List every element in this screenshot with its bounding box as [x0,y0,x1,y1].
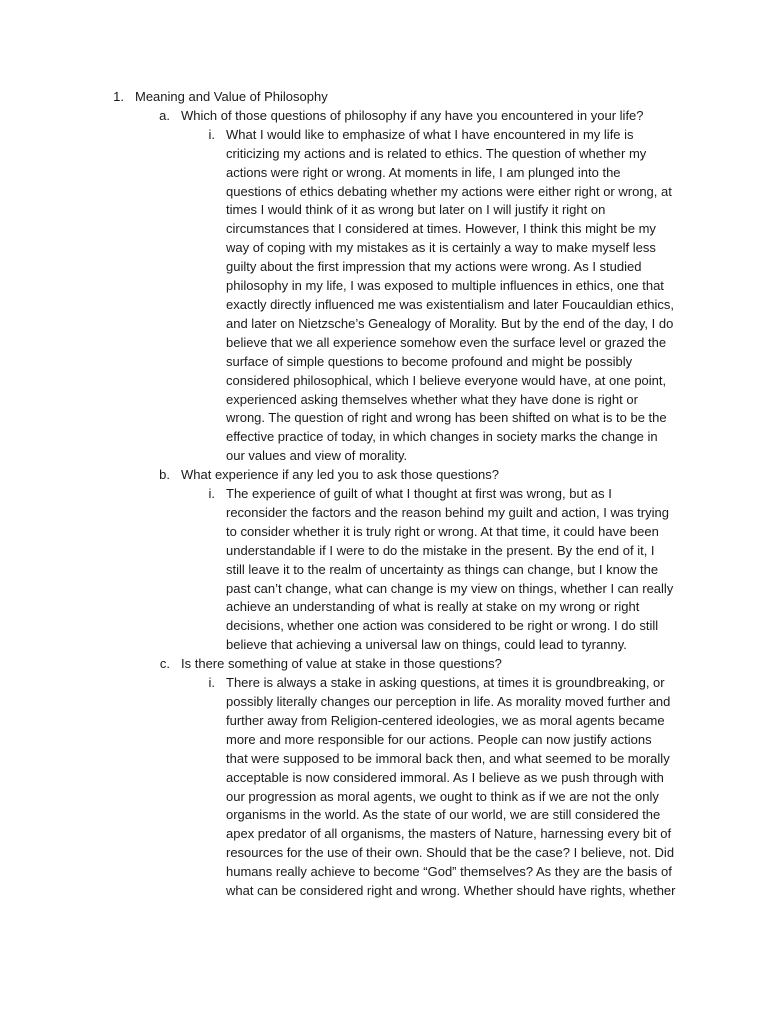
document-page [0,88,768,901]
answer-text: What I would like to emphasize of what I have encountered in my life is criticizing my actions and is related to ethics. The question of whether my actions were right or wrong. At moments in life, I am plunged into the questions of ethics debating whether my actions were either right or wrong, at times I would think of it as wrong but later on I will justify it right on circumstances that I considered at times. However, I think this might be my way of coping with my mistakes as it is certainly a way to make myself less guilty about the first impression that my actions were wrong. As I studied philosophy in my life, I was exposed to multiple influences in ethics, one that exactly directly influenced me was existentialism and later Foucauldian ethics, and later on Nietzsche’s Genealogy of Morality. But by the end of the day, I do believe that we all experience somehow even the surface level or grazed the surface of simple questions to become profound and might be possibly considered philosophical, which I believe everyone would have, at one point, experienced asking themselves whether what they have done is right or wrong. The question of right and wrong has been shifted on what is to be the effective practice of today, in which changes in society marks the change in our values and view of morality. [226,126,674,464]
answer-text: There is always a stake in asking questions, at times it is groundbreaking, or possibly literally changes our perception in life. As morality moved further and further away from Religion-centered ideologies, we as moral agents became more and more responsible for our actions. People can now justify actions that were supposed to be immoral back then, and what seemed to be morally acceptable is now considered immoral. As I believe as we push through with our progression as moral agents, we ought to think as if we are not the only organisms in the world. As the state of our world, we are still considered the apex predator of all organisms, the masters of Nature, harnessing every bit of resources for the use of their own. Should that be the case? I believe, not. Did humans really achieve to become “God” themselves? As they are the basis of what can be considered right and wrong. Whether should have rights, whether [226,675,676,899]
question-text: Which of those questions of philosophy if any have you encountered in your life? [181,107,644,123]
question-letter: c. [159,656,170,672]
question-text: Is there something of value at stake in those questions? [181,656,502,672]
question-text: What experience if any led you to ask those questions? [181,467,499,483]
question-letter: a. [159,107,170,123]
answer-marker: i. [208,675,215,691]
question-b [0,466,768,485]
question-letter: b. [159,467,170,483]
section-heading [0,88,768,107]
answer-c [0,674,676,901]
answer-a [0,126,676,466]
answer-b [0,485,676,655]
answer-marker: i. [208,126,215,142]
section-number: 1. [113,89,124,104]
section-title: Meaning and Value of Philosophy [135,89,328,104]
question-a [0,107,768,126]
answer-text: The experience of guilt of what I thought at first was wrong, but as I reconsider the factors and the reason behind my guilt and action, I was trying to consider whether it is truly right or wrong. At that time, it could have been understandable if I were to do the mistake in the present. By the end of it, I still leave it to the realm of uncertainty as things can change, but I know the past can’t change, what can change is my view on things, whether I can really achieve an understanding of what is really at stake on my wrong or right decisions, whether one action was considered to be right or wrong. I do still believe that achieving a universal law on things, could lead to tyranny. [226,486,674,653]
answer-marker: i. [208,486,215,502]
question-c [0,655,768,674]
